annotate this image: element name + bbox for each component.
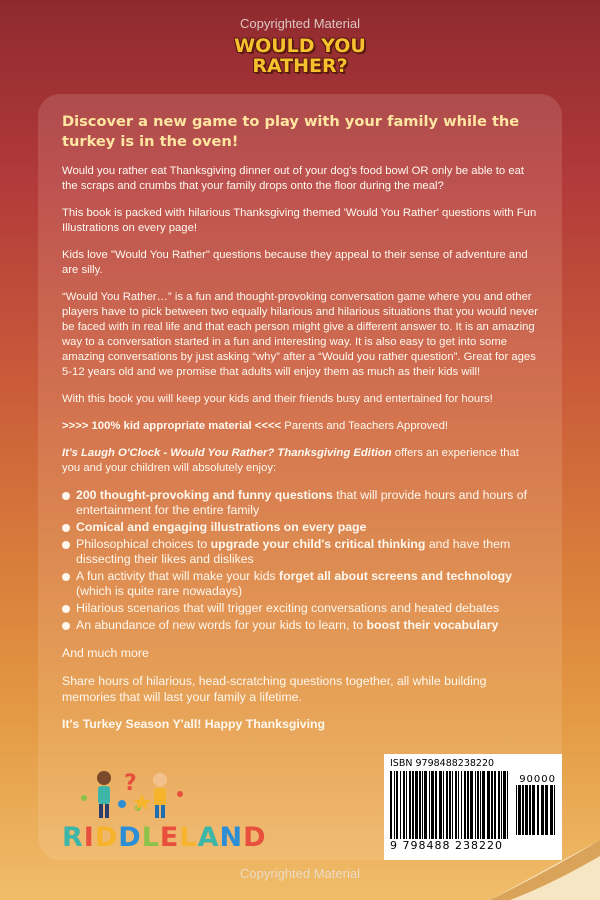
- barcode-bar: [449, 771, 451, 839]
- list-item: 200 thought-provoking and funny questions that will provide hours and hours of entertainment for the entire family: [62, 488, 540, 518]
- description-panel: [38, 94, 562, 860]
- barcode-bar: [467, 771, 469, 839]
- barcode-bar: [390, 771, 392, 839]
- barcode-bar: [431, 771, 434, 839]
- paragraph-5: With this book you will keep your kids and their friends busy and entertained for hours!: [62, 393, 493, 405]
- barcode-bar: [525, 785, 528, 835]
- barcode-bar: [394, 771, 395, 839]
- barcode-bar: [400, 771, 401, 839]
- isbn-label: ISBN 9798488238220: [390, 758, 495, 769]
- approved-bold: >>>> 100% kid appropriate material <<<<: [62, 420, 282, 432]
- publisher-letter: E: [159, 822, 180, 853]
- barcode-bar: [516, 785, 517, 835]
- barcode-bar: [439, 771, 442, 839]
- barcode-bar: [550, 785, 553, 835]
- closing-paragraph: Share hours of hilarious, head-scratching questions together, all while building memories that will last your family a lifetime.: [62, 674, 487, 704]
- series-logo: [0, 36, 600, 76]
- approved-line: [62, 419, 540, 434]
- barcode-bar: [470, 771, 473, 839]
- barcode-bar: [461, 771, 462, 839]
- publisher-letter: L: [179, 822, 198, 853]
- barcode-bar: [482, 771, 485, 839]
- intro-line: [62, 446, 540, 476]
- barcode-bar: [412, 771, 414, 839]
- kids-illustration-icon: [62, 764, 212, 824]
- publisher-letter: D: [118, 822, 142, 853]
- barcode-bar: [501, 771, 502, 839]
- barcode-bar: [435, 771, 437, 839]
- list-item: Hilarious scenarios that will trigger exciting conversations and heated debates: [62, 601, 540, 616]
- barcode-bar: [487, 771, 490, 839]
- barcode-bar: [409, 771, 411, 839]
- barcode-bar: [458, 771, 459, 839]
- barcode-bar: [455, 771, 457, 839]
- barcode-bar: [424, 771, 427, 839]
- publisher-letter: I: [83, 822, 95, 853]
- list-item: Philosophical choices to upgrade your child's critical thinking and have them dissecting their likes and dislikes: [62, 537, 540, 567]
- barcode-bar: [491, 771, 493, 839]
- intro-bold: It's Laugh O'Clock - Would You Rather? Thanksgiving Edition: [62, 447, 392, 459]
- watermark-bottom: Copyrighted Material: [240, 866, 360, 881]
- barcode-bar: [446, 771, 448, 839]
- barcode-bar: [503, 771, 506, 839]
- paragraph-1: Would you rather eat Thanksgiving dinner out of your dog's food bowl OR only be able to eat the scraps and crumbs that your family drops onto the floor during the meal?: [62, 165, 525, 192]
- barcode-bar: [498, 771, 500, 839]
- barcode-bar: [507, 771, 508, 839]
- logo-line-1: WOULD YOU: [234, 35, 366, 57]
- barcode-bar: [522, 785, 524, 835]
- publisher-letter: N: [219, 822, 244, 853]
- barcode-bar: [415, 771, 418, 839]
- barcode-bar: [443, 771, 444, 839]
- list-item: A fun activity that will make your kids forget all about screens and technology (which is quite rare nowadays): [62, 569, 540, 599]
- publisher-letter: A: [197, 822, 220, 853]
- watermark-top: Copyrighted Material: [240, 16, 360, 31]
- barcode-bar: [529, 785, 531, 835]
- publisher-letter: D: [94, 822, 119, 853]
- publisher-letter: D: [243, 822, 267, 853]
- logo-line-2: RATHER?: [252, 55, 348, 77]
- barcode-bar: [541, 785, 544, 835]
- barcode-bar: [429, 771, 430, 839]
- svg-text:?: ?: [124, 771, 137, 796]
- barcode-bar: [477, 771, 479, 839]
- barcode-bar: [464, 771, 466, 839]
- approved-rest: Parents and Teachers Approved!: [281, 420, 449, 432]
- barcode-digits: 9 798488 238220: [390, 839, 503, 852]
- barcode-bar: [554, 785, 555, 835]
- barcode-bar: [545, 785, 548, 835]
- barcode-bar: [422, 771, 423, 839]
- barcode-bar: [452, 771, 453, 839]
- barcode-bar: [403, 771, 405, 839]
- barcode-bar: [537, 785, 539, 835]
- feature-list: [62, 488, 540, 633]
- barcode-bar: [480, 771, 481, 839]
- list-item: An abundance of new words for your kids to learn, to boost their vocabulary: [62, 618, 540, 633]
- paragraph-2: This book is packed with hilarious Thanksgiving themed 'Would You Rather' questions with Fun Illustrations on every page!: [62, 207, 537, 234]
- publisher-letter: R: [62, 822, 84, 853]
- barcode-bar: [396, 771, 398, 839]
- barcode-bar: [494, 771, 496, 839]
- publisher-name: [62, 822, 267, 853]
- barcode-bar: [475, 771, 476, 839]
- barcode-addon-icon: [516, 785, 556, 835]
- barcode-bar: [406, 771, 407, 839]
- page-curl-decoration: [490, 830, 600, 900]
- barcode-bar: [532, 785, 535, 835]
- list-item: Comical and engaging illustrations on every page: [62, 520, 540, 535]
- publisher-letter: L: [141, 822, 160, 853]
- paragraph-3: Kids love "Would You Rather" questions because they appeal to their sense of adventure and are silly.: [62, 249, 528, 276]
- paragraph-4: “Would You Rather…” is a fun and thought-provoking conversation game where you and other players have to pick between two equally hilarious and hilarious situations that you would never be faced with in real life and that each person might give a different answer to. It is an amazing way to a conversation started in a fun and interesting way. It is also easy to get into some amazing conversations by just asking “why” after a “Would you rather question”. Great for ages 5-12 years old and we promise that adults will enjoy them as much as their kids will!: [62, 291, 539, 378]
- tagline: It's Turkey Season Y'all! Happy Thanksgiving: [62, 717, 326, 731]
- barcode-bar: [518, 785, 521, 835]
- intro-rest: offers an experience that you and your children will absolutely enjoy:: [62, 447, 519, 474]
- barcode-bar: [419, 771, 421, 839]
- headline: Discover a new game to play with your family while the turkey is in the oven!: [62, 113, 520, 150]
- barcode-addon-number: 90000: [519, 774, 556, 785]
- barcode-icon: [390, 771, 508, 839]
- publisher-logo: [62, 764, 267, 854]
- and-more: And much more: [62, 646, 149, 660]
